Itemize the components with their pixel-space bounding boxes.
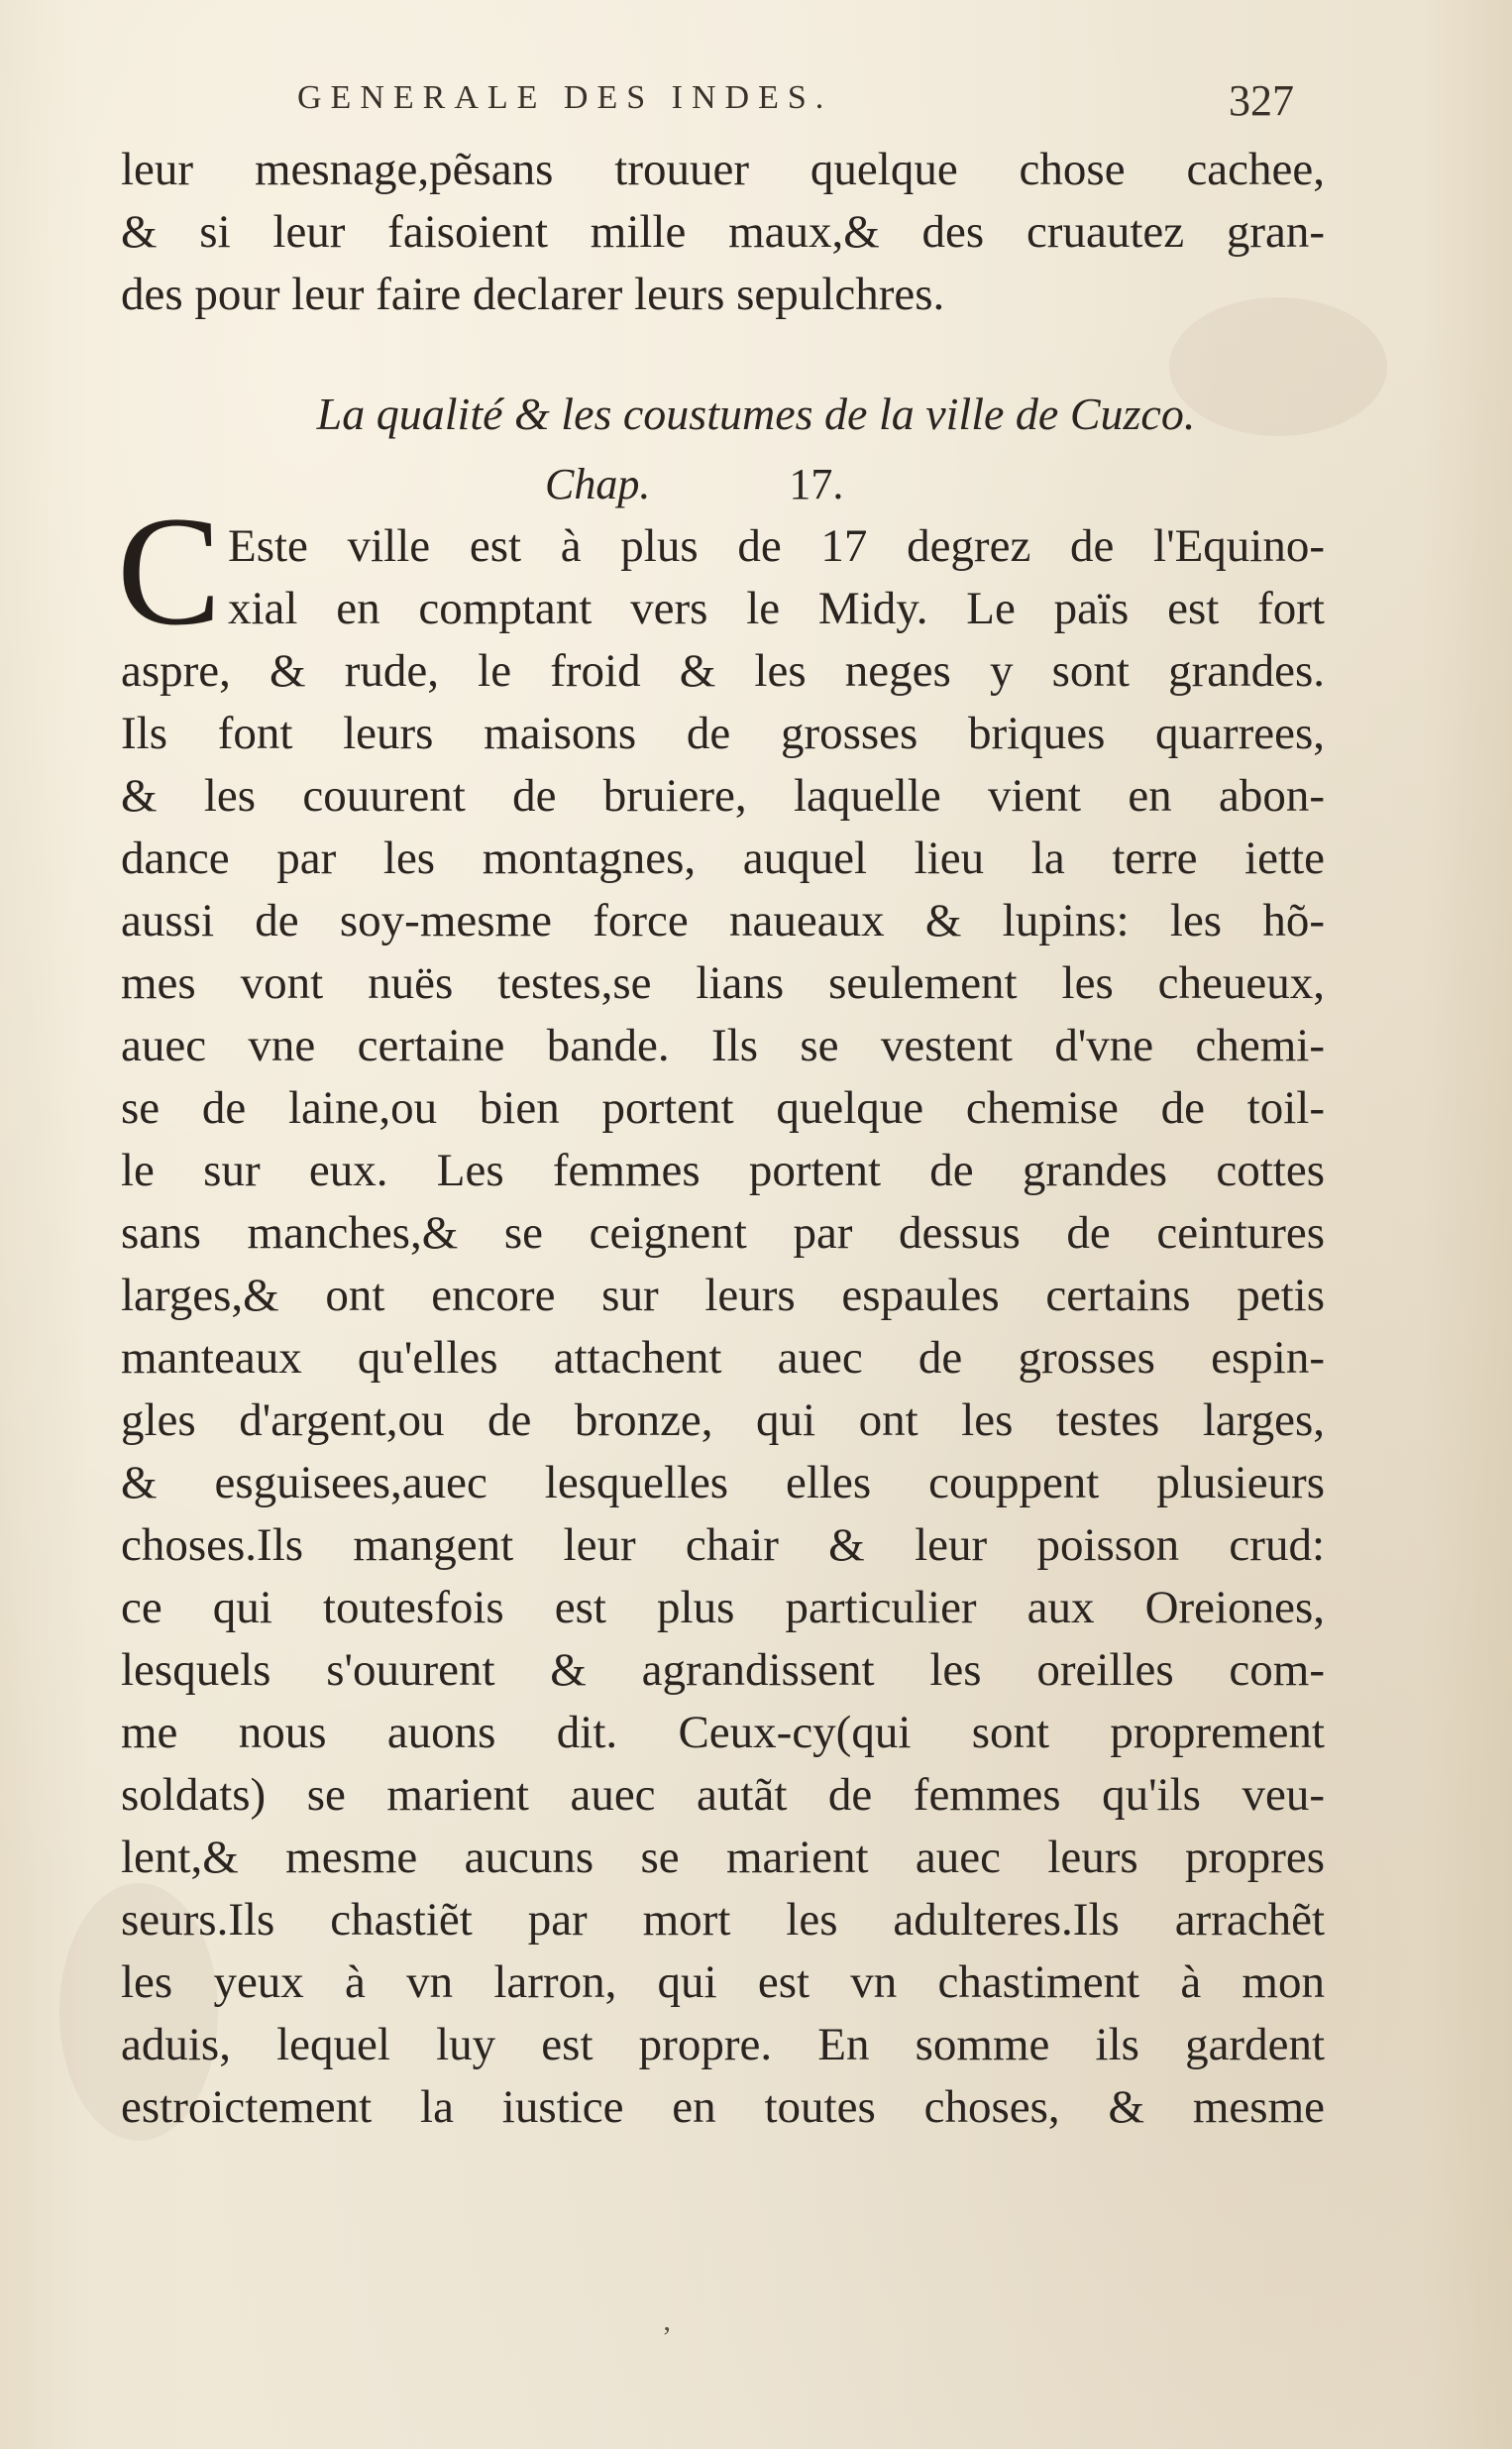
page-number: 327 bbox=[1229, 76, 1294, 125]
drop-cap: C bbox=[117, 485, 222, 658]
drop-cap-lines bbox=[121, 515, 1325, 640]
text-line: dance par les montagnes, auquel lieu la terre iette bbox=[121, 833, 1325, 884]
text-line: sans manches,& se ceignent par dessus de ceintures bbox=[121, 1207, 1325, 1259]
text-line: soldats) se marient auec autãt de femmes qu'ils veu- bbox=[121, 1769, 1325, 1821]
text-line: Este ville est à plus de 17 degrez de l'Equino- bbox=[228, 520, 1325, 572]
text-line: larges,& ont encore sur leurs espaules certains petis bbox=[121, 1270, 1325, 1321]
chapter-title: La qualité & les coustumes de la ville de Cuzco. bbox=[316, 389, 1196, 439]
text-line: auec vne certaine bande. Ils se vestent d'vne chemi- bbox=[121, 1020, 1325, 1071]
chapter-num: 17. bbox=[789, 460, 844, 508]
text-line: lent,& mesme aucuns se marient auec leurs propres bbox=[121, 1832, 1325, 1883]
text-line: aspre, & rude, le froid & les neges y sont grandes. bbox=[121, 645, 1325, 697]
text-line: des pour leur faire declarer leurs sepulchres. bbox=[121, 269, 945, 320]
text-line: aussi de soy-mesme force naueaux & lupins: les hõ- bbox=[121, 895, 1325, 946]
text-line: mes vont nuës testes,se lians seulement les cheueux, bbox=[121, 957, 1325, 1009]
text-line: le sur eux. Les femmes portent de grandes cottes bbox=[121, 1145, 1325, 1196]
chapter-number bbox=[545, 460, 843, 509]
footer-mark: ‚ bbox=[662, 2304, 672, 2337]
text-line: seurs.Ils chastiẽt par mort les adulteres.Ils arrachẽt bbox=[121, 1894, 1325, 1946]
text-line: xial en comptant vers le Midy. Le païs est fort bbox=[228, 583, 1325, 634]
text-line: se de laine,ou bien portent quelque chemise de toil- bbox=[121, 1082, 1325, 1134]
text-line: leur mesnage,pẽsans trouuer quelque chose cachee, bbox=[121, 144, 1325, 195]
text-line: & esguisees,auec lesquelles elles couppent plusieurs bbox=[121, 1457, 1325, 1508]
running-head: GENERALE DES INDES. bbox=[297, 79, 833, 116]
text-line: choses.Ils mangent leur chair & leur poisson crud: bbox=[121, 1519, 1325, 1571]
text-line: ce qui toutesfois est plus particulier aux Oreiones, bbox=[121, 1582, 1325, 1633]
text-line: estroictement la iustice en toutes choses, & mesme bbox=[121, 2081, 1325, 2133]
text-line: & si leur faisoient mille maux,& des cruautez gran- bbox=[121, 206, 1325, 258]
chapter-label: Chap. bbox=[545, 460, 651, 508]
text-line: manteaux qu'elles attachent auec de grosses espin- bbox=[121, 1332, 1325, 1384]
chapter-body bbox=[121, 515, 1325, 2139]
text-line: & les couurent de bruiere, laquelle vient en abon- bbox=[121, 770, 1325, 822]
text-line: Ils font leurs maisons de grosses briques quarrees, bbox=[121, 708, 1325, 759]
text-line: me nous auons dit. Ceux-cy(qui sont proprement bbox=[121, 1707, 1325, 1758]
text-line: gles d'argent,ou de bronze, qui ont les testes larges, bbox=[121, 1394, 1325, 1446]
text-line: les yeux à vn larron, qui est vn chastiment à mon bbox=[121, 1956, 1325, 2008]
opening-paragraph bbox=[121, 139, 1325, 326]
text-line: aduis, lequel luy est propre. En somme ils gardent bbox=[121, 2019, 1325, 2070]
text-line: lesquels s'ouurent & agrandissent les oreilles com- bbox=[121, 1644, 1325, 1696]
